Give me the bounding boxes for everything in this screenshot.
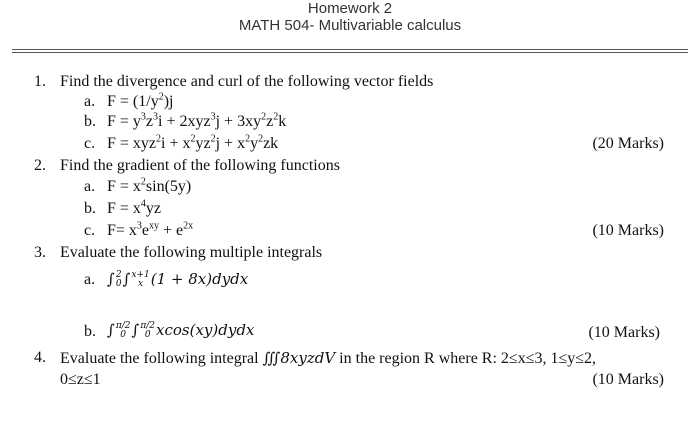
- q2c-label: c.: [84, 222, 96, 239]
- q4-text-before: Evaluate the following integral: [60, 350, 259, 367]
- q2b-label: b.: [84, 200, 96, 217]
- q3b-label: b.: [84, 323, 96, 340]
- q2-prompt: Find the gradient of the following functions: [60, 157, 340, 174]
- q3b-expression: [107, 316, 254, 344]
- q3-number: 3.: [34, 244, 46, 261]
- q4-region-continued: 0≤z≤1: [60, 371, 101, 388]
- q2b-expression: $F = x^4yz$: [107, 198, 162, 217]
- q1b-expression: $F = y^3z^3i + 2xyz^3j + 3xy^2z^2k$: [107, 111, 287, 130]
- integral-sign: ∫: [122, 270, 131, 288]
- q3a-inner-limits: x+1 x: [131, 270, 150, 289]
- q1-number: 1.: [34, 73, 46, 90]
- q3b-inner-limits: π/2 0: [140, 321, 156, 340]
- q3a-expression: [107, 266, 248, 292]
- integral-sign: ∫: [131, 321, 140, 339]
- q4-text-after: in the region R where R: 2≤x≤3, 1≤y≤2,: [339, 350, 597, 367]
- q2-marks: (10 Marks): [592, 222, 664, 239]
- q2a-expression: $F = x^2\sin(5y)$: [107, 176, 192, 195]
- q3b-integrand: xcos(xy)dydx: [156, 321, 255, 339]
- q3-prompt: Evaluate the following multiple integrals: [60, 244, 323, 261]
- q1a-expression: $F = (1/y^2)j$: [107, 91, 174, 110]
- q1-marks: (20 Marks): [592, 135, 664, 152]
- document-subtitle: MATH 504- Multivariable calculus: [238, 17, 462, 34]
- integral-sign: ∫: [107, 270, 115, 288]
- document-title: Homework 2: [307, 0, 393, 17]
- q3a-integrand: (1 + 8x)dydx: [150, 270, 249, 288]
- triple-integral-sign: ∭: [262, 349, 281, 367]
- q4-number: 4.: [34, 349, 46, 366]
- integral-sign: ∫: [107, 321, 115, 339]
- q1b-label: b.: [84, 113, 96, 130]
- q3a-label: a.: [84, 271, 96, 288]
- header-divider-top: [12, 49, 688, 50]
- q3-marks: (10 Marks): [588, 324, 660, 341]
- q1c-label: c.: [84, 135, 96, 152]
- q2-number: 2.: [34, 157, 46, 174]
- header-divider-bottom: [12, 52, 688, 53]
- q1a-label: a.: [84, 93, 96, 110]
- q2c-expression: $F= x^3e^{xy} + e^{2x}$: [107, 220, 194, 239]
- q2a-label: a.: [84, 178, 96, 195]
- q4-integrand: 8xyzdV: [280, 349, 336, 367]
- q1c-expression: $F = xyz^2i + x^2yz^2j + x^2y^2zk$: [107, 133, 279, 152]
- q4-marks: (10 Marks): [592, 371, 664, 388]
- q3a-outer-limits: 2 0: [115, 270, 122, 289]
- q3b-outer-limits: π/2 0: [115, 321, 131, 340]
- q1-prompt: Find the divergence and curl of the following vector fields: [60, 73, 434, 90]
- q4-prompt: [60, 349, 596, 368]
